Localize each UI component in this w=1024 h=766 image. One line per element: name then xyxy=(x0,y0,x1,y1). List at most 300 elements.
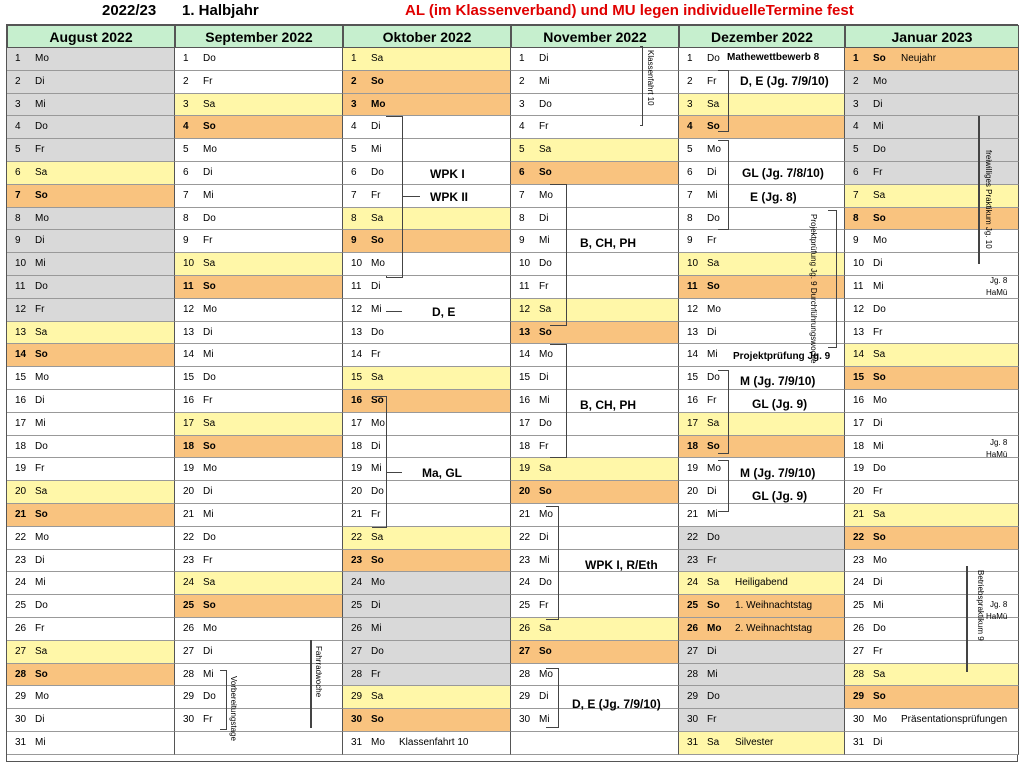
weekday: Mi xyxy=(707,668,718,680)
label-fahrrad-vertical: Fahrradwoche xyxy=(314,646,323,698)
day-cell xyxy=(511,276,679,299)
day-cell xyxy=(845,481,1019,504)
day-cell xyxy=(175,322,343,345)
day-cell xyxy=(175,732,343,755)
day-cell xyxy=(679,139,845,162)
day-number: 26 xyxy=(15,622,27,634)
day-number: 4 xyxy=(853,121,859,133)
day-number: 17 xyxy=(687,417,699,429)
day-cell xyxy=(511,322,679,345)
day-number: 3 xyxy=(183,98,189,110)
day-number: 30 xyxy=(183,714,195,726)
day-cell xyxy=(175,208,343,231)
weekday: Do xyxy=(35,600,48,612)
day-cell xyxy=(343,618,511,641)
day-number: 28 xyxy=(519,668,531,680)
label-betriebs-vertical: Betriebspraktikum 9 xyxy=(976,570,985,641)
day-cell xyxy=(845,322,1019,345)
weekday: So xyxy=(707,121,720,133)
weekday: So xyxy=(371,554,384,566)
day-cell xyxy=(511,641,679,664)
weekday: Fr xyxy=(707,554,717,566)
title-year: 2022/23 xyxy=(102,2,157,19)
weekday: Mi xyxy=(35,258,46,270)
weekday: So xyxy=(539,645,552,657)
weekday: Mo xyxy=(371,736,385,748)
day-number: 7 xyxy=(15,189,21,201)
weekday: Fr xyxy=(203,235,213,247)
weekday: Mo xyxy=(873,554,887,566)
weekday: Sa xyxy=(371,372,384,384)
day-cell xyxy=(7,276,175,299)
day-cell xyxy=(511,732,679,755)
weekday: Do xyxy=(707,372,720,384)
day-number: 11 xyxy=(15,280,26,292)
day-number: 14 xyxy=(853,349,865,361)
day-number: 4 xyxy=(519,121,525,133)
weekday: Fr xyxy=(873,486,883,498)
day-number: 24 xyxy=(15,577,27,589)
day-number: 2 xyxy=(687,75,693,87)
weekday: Mi xyxy=(35,417,46,429)
weekday: Sa xyxy=(707,258,720,270)
weekday: Mi xyxy=(203,668,214,680)
weekday: Di xyxy=(203,486,213,498)
day-number: 21 xyxy=(351,508,363,520)
day-cell xyxy=(7,185,175,208)
day-cell xyxy=(7,48,175,71)
day-number: 9 xyxy=(853,235,859,247)
day-cell xyxy=(511,367,679,390)
day-cell xyxy=(343,94,511,117)
day-cell xyxy=(511,709,679,732)
day-number: 5 xyxy=(183,144,189,156)
weekday: Di xyxy=(873,736,883,748)
weekday: Mo xyxy=(539,668,553,680)
day-cell xyxy=(7,618,175,641)
weekday: So xyxy=(203,440,216,452)
day-cell xyxy=(343,344,511,367)
day-number: 10 xyxy=(351,258,363,270)
day-cell xyxy=(511,618,679,641)
weekday: Mo xyxy=(707,144,721,156)
day-cell xyxy=(679,550,845,573)
day-number: 22 xyxy=(687,531,699,543)
day-cell xyxy=(845,94,1019,117)
weekday: Do xyxy=(539,577,552,589)
weekday: Mo xyxy=(371,577,385,589)
weekday: Sa xyxy=(35,486,48,498)
day-cell xyxy=(511,344,679,367)
weekday: Fr xyxy=(539,440,549,452)
day-number: 31 xyxy=(351,736,363,748)
month-header: November 2022 xyxy=(511,25,679,48)
day-cell xyxy=(175,116,343,139)
holiday-label: Klassenfahrt 10 xyxy=(399,736,469,748)
annotation-dec-m2: M (Jg. 7/9/10) xyxy=(740,466,816,480)
weekday: Mi xyxy=(371,622,382,634)
day-cell xyxy=(679,344,845,367)
weekday: Do xyxy=(371,645,384,657)
weekday: So xyxy=(35,668,48,680)
day-number: 15 xyxy=(519,372,531,384)
weekday: Mi xyxy=(371,463,382,475)
day-number: 18 xyxy=(15,440,27,452)
day-cell xyxy=(845,390,1019,413)
weekday: Di xyxy=(371,600,381,612)
weekday: Sa xyxy=(707,577,720,589)
day-number: 21 xyxy=(183,508,195,520)
day-number: 13 xyxy=(687,326,699,338)
day-cell xyxy=(175,71,343,94)
month-header: August 2022 xyxy=(7,25,175,48)
weekday: Do xyxy=(707,691,720,703)
weekday: Di xyxy=(35,235,45,247)
day-cell xyxy=(7,732,175,755)
weekday: Do xyxy=(873,622,886,634)
weekday: Sa xyxy=(203,98,216,110)
weekday: Do xyxy=(203,531,216,543)
weekday: Do xyxy=(371,166,384,178)
weekday: Di xyxy=(539,531,549,543)
day-number: 7 xyxy=(853,189,859,201)
day-number: 17 xyxy=(351,417,363,429)
annotation-nov-de: D, E (Jg. 7/9/10) xyxy=(572,697,661,711)
day-cell xyxy=(343,595,511,618)
weekday: Di xyxy=(35,75,45,87)
day-cell xyxy=(175,299,343,322)
day-number: 25 xyxy=(519,600,531,612)
title-note: AL (im Klassenverband) und MU legen individuelleTermine fest xyxy=(405,2,854,19)
day-cell xyxy=(7,664,175,687)
day-number: 10 xyxy=(519,258,531,270)
day-number: 15 xyxy=(15,372,27,384)
day-number: 21 xyxy=(519,508,531,520)
day-cell xyxy=(7,436,175,459)
day-cell xyxy=(845,709,1019,732)
day-number: 29 xyxy=(687,691,699,703)
day-cell xyxy=(679,504,845,527)
weekday: Mi xyxy=(707,189,718,201)
weekday: So xyxy=(539,326,552,338)
weekday: Mo xyxy=(873,235,887,247)
day-cell xyxy=(845,299,1019,322)
day-number: 5 xyxy=(519,144,525,156)
weekday: Di xyxy=(35,714,45,726)
day-cell xyxy=(7,709,175,732)
day-number: 30 xyxy=(15,714,27,726)
day-cell xyxy=(511,116,679,139)
day-number: 12 xyxy=(351,303,363,315)
weekday: Di xyxy=(203,166,213,178)
weekday: Mo xyxy=(873,714,887,726)
day-cell xyxy=(7,253,175,276)
label-hamu-1: HaMü xyxy=(986,288,1008,297)
weekday: Mi xyxy=(35,577,46,589)
day-number: 13 xyxy=(519,326,531,338)
annotation-dec-mathe: Mathewettbewerb 8 xyxy=(727,52,820,63)
weekday: Sa xyxy=(707,98,720,110)
day-cell xyxy=(175,390,343,413)
day-number: 12 xyxy=(15,303,27,315)
day-number: 1 xyxy=(519,53,525,64)
day-cell xyxy=(845,344,1019,367)
weekday: Fr xyxy=(203,394,213,406)
day-cell xyxy=(175,641,343,664)
day-cell xyxy=(343,367,511,390)
day-number: 13 xyxy=(15,326,27,338)
day-cell xyxy=(7,686,175,709)
day-cell xyxy=(343,322,511,345)
weekday: Do xyxy=(873,144,886,156)
month-header: Januar 2023 xyxy=(845,25,1019,48)
day-number: 12 xyxy=(853,303,865,315)
day-cell xyxy=(343,550,511,573)
day-cell xyxy=(679,732,845,755)
label-klassenfahrt-vertical: Klassenfahrt 10 xyxy=(646,50,655,106)
day-number: 20 xyxy=(853,486,865,498)
weekday: Di xyxy=(203,645,213,657)
day-number: 12 xyxy=(687,303,699,315)
day-cell xyxy=(679,413,845,436)
day-cell xyxy=(511,139,679,162)
weekday: Di xyxy=(539,212,549,224)
day-cell xyxy=(175,618,343,641)
day-cell xyxy=(845,276,1019,299)
day-cell xyxy=(7,504,175,527)
day-number: 14 xyxy=(687,349,699,361)
day-number: 23 xyxy=(15,554,27,566)
weekday: Sa xyxy=(873,189,886,201)
label-hamu-2: HaMü xyxy=(986,450,1008,459)
day-cell xyxy=(343,139,511,162)
day-cell xyxy=(343,481,511,504)
day-cell xyxy=(175,572,343,595)
weekday: Mi xyxy=(707,349,718,361)
day-number: 4 xyxy=(687,121,693,133)
day-number: 22 xyxy=(519,531,531,543)
day-cell xyxy=(7,572,175,595)
day-number: 3 xyxy=(519,98,525,110)
holiday-label: 2. Weihnachtstag xyxy=(735,622,813,634)
day-number: 21 xyxy=(853,508,865,520)
weekday: Mi xyxy=(873,600,884,612)
day-number: 29 xyxy=(15,691,27,703)
day-cell xyxy=(175,139,343,162)
day-number: 28 xyxy=(687,668,699,680)
day-cell xyxy=(679,436,845,459)
day-number: 25 xyxy=(687,600,699,612)
day-number: 1 xyxy=(15,53,21,64)
day-cell xyxy=(511,94,679,117)
weekday: Fr xyxy=(539,121,549,133)
day-cell xyxy=(343,572,511,595)
day-number: 28 xyxy=(853,668,865,680)
day-number: 31 xyxy=(853,736,865,748)
day-number: 25 xyxy=(183,600,195,612)
weekday: Sa xyxy=(873,349,886,361)
weekday: Fr xyxy=(371,508,381,520)
day-cell xyxy=(175,504,343,527)
day-cell xyxy=(175,664,343,687)
annotation-nov-bchph-2: B, CH, PH xyxy=(580,398,637,412)
day-cell xyxy=(7,413,175,436)
weekday: Do xyxy=(873,303,886,315)
day-number: 19 xyxy=(183,463,195,475)
weekday: Mi xyxy=(539,714,550,726)
day-number: 23 xyxy=(853,554,865,566)
day-cell xyxy=(175,458,343,481)
weekday: So xyxy=(35,349,48,361)
weekday: Mo xyxy=(35,531,49,543)
day-cell xyxy=(845,504,1019,527)
day-cell xyxy=(845,162,1019,185)
weekday: Mo xyxy=(35,372,49,384)
day-cell xyxy=(343,390,511,413)
day-number: 23 xyxy=(519,554,531,566)
weekday: Fr xyxy=(707,714,717,726)
day-number: 23 xyxy=(183,554,195,566)
day-cell xyxy=(511,550,679,573)
day-number: 26 xyxy=(183,622,195,634)
day-number: 29 xyxy=(351,691,363,703)
weekday: Mo xyxy=(203,622,217,634)
day-cell xyxy=(7,390,175,413)
day-number: 19 xyxy=(687,463,699,475)
day-number: 27 xyxy=(183,645,195,657)
annotation-dec-m1: M (Jg. 7/9/10) xyxy=(740,374,816,388)
weekday: Mo xyxy=(203,303,217,315)
label-jg8-2: Jg. 8 xyxy=(990,438,1008,447)
weekday: Sa xyxy=(539,622,552,634)
day-cell xyxy=(343,413,511,436)
day-cell xyxy=(175,550,343,573)
day-number: 17 xyxy=(853,417,865,429)
day-cell xyxy=(175,276,343,299)
weekday: So xyxy=(203,121,216,133)
day-cell xyxy=(511,595,679,618)
day-cell xyxy=(679,595,845,618)
weekday: Do xyxy=(873,463,886,475)
weekday: Mo xyxy=(35,53,49,64)
day-number: 11 xyxy=(853,280,864,292)
day-cell xyxy=(679,276,845,299)
label-praktikum-vertical: freiwilliges Praktikum Jg. 10 xyxy=(984,150,993,249)
day-cell xyxy=(845,436,1019,459)
day-cell xyxy=(679,572,845,595)
day-number: 27 xyxy=(519,645,531,657)
day-number: 14 xyxy=(183,349,195,361)
day-number: 9 xyxy=(183,235,189,247)
day-number: 5 xyxy=(687,144,693,156)
day-number: 17 xyxy=(183,417,195,429)
annotation-oct-magl: Ma, GL xyxy=(422,466,463,480)
weekday: Sa xyxy=(371,531,384,543)
weekday: So xyxy=(539,166,552,178)
day-cell xyxy=(845,367,1019,390)
day-number: 30 xyxy=(351,714,363,726)
day-cell xyxy=(845,230,1019,253)
day-cell xyxy=(175,253,343,276)
label-hamu-3: HaMü xyxy=(986,612,1008,621)
day-number: 9 xyxy=(15,235,21,247)
day-cell xyxy=(175,481,343,504)
day-cell xyxy=(7,550,175,573)
annotation-dec-gl2: GL (Jg. 9) xyxy=(752,397,808,411)
day-cell xyxy=(511,504,679,527)
day-cell xyxy=(511,664,679,687)
day-number: 29 xyxy=(853,691,865,703)
weekday: Mi xyxy=(35,98,46,110)
weekday: Do xyxy=(203,212,216,224)
day-cell xyxy=(175,48,343,71)
day-cell xyxy=(175,595,343,618)
day-number: 13 xyxy=(183,326,195,338)
weekday: Di xyxy=(539,691,549,703)
day-number: 18 xyxy=(687,440,699,452)
day-number: 17 xyxy=(15,417,27,429)
day-number: 7 xyxy=(183,189,189,201)
day-cell xyxy=(343,732,511,755)
day-cell xyxy=(679,230,845,253)
day-number: 29 xyxy=(183,691,195,703)
day-cell xyxy=(343,253,511,276)
day-number: 21 xyxy=(687,508,699,520)
day-number: 8 xyxy=(519,212,525,224)
weekday: Mo xyxy=(35,691,49,703)
weekday: Sa xyxy=(203,577,216,589)
day-cell xyxy=(679,253,845,276)
day-cell xyxy=(343,71,511,94)
day-number: 6 xyxy=(15,166,21,178)
day-cell xyxy=(845,664,1019,687)
day-number: 18 xyxy=(183,440,195,452)
day-cell xyxy=(343,299,511,322)
day-cell xyxy=(679,116,845,139)
day-cell xyxy=(7,458,175,481)
day-number: 2 xyxy=(183,75,189,87)
weekday: Di xyxy=(371,440,381,452)
day-cell xyxy=(679,367,845,390)
day-cell xyxy=(7,367,175,390)
day-number: 4 xyxy=(351,121,357,133)
weekday: Do xyxy=(371,326,384,338)
day-cell xyxy=(845,413,1019,436)
annotation-dec-de: D, E (Jg. 7/9/10) xyxy=(740,74,829,88)
holiday-label: Neujahr xyxy=(901,53,937,64)
weekday: So xyxy=(203,280,216,292)
weekday: Sa xyxy=(873,508,886,520)
day-cell xyxy=(845,641,1019,664)
weekday: So xyxy=(873,691,886,703)
day-cell xyxy=(679,162,845,185)
day-number: 16 xyxy=(15,394,27,406)
day-number: 16 xyxy=(351,394,363,406)
day-number: 3 xyxy=(853,98,859,110)
day-cell xyxy=(7,116,175,139)
day-number: 10 xyxy=(853,258,865,270)
day-cell xyxy=(343,276,511,299)
weekday: Fr xyxy=(203,75,213,87)
weekday: Mi xyxy=(371,144,382,156)
weekday: Mo xyxy=(371,98,386,110)
weekday: Di xyxy=(35,394,45,406)
weekday: So xyxy=(539,486,552,498)
day-number: 2 xyxy=(853,75,859,87)
day-number: 24 xyxy=(351,577,363,589)
day-number: 18 xyxy=(351,440,363,452)
day-number: 30 xyxy=(853,714,865,726)
